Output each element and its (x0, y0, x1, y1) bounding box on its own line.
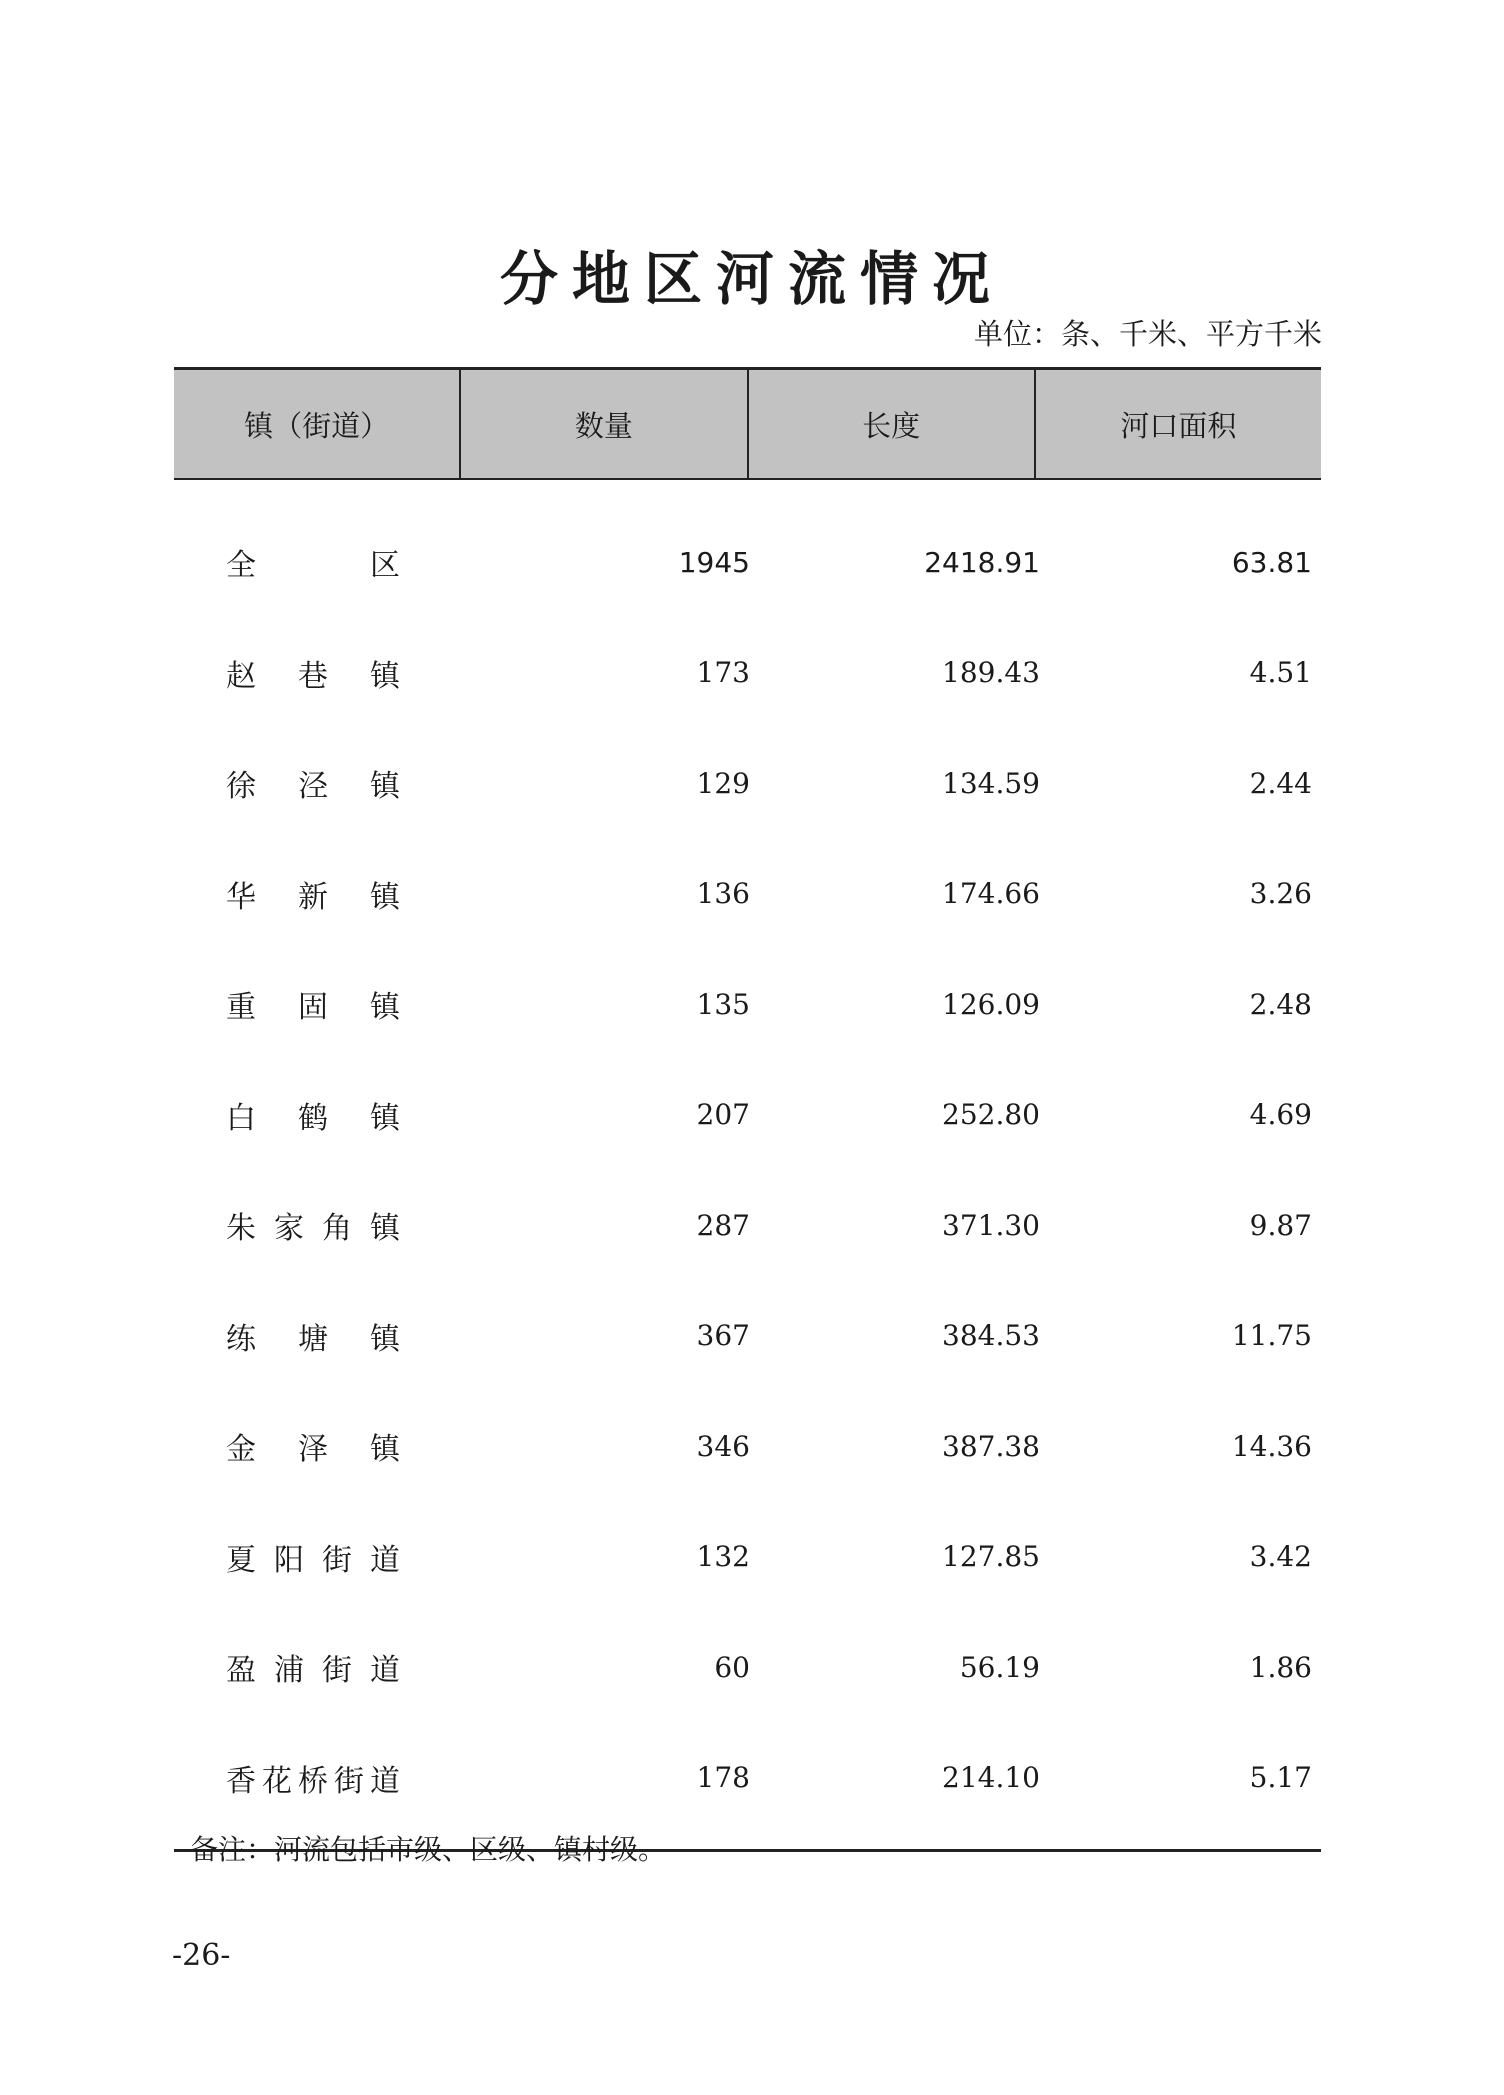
estuary-area: 1.86 (1249, 1650, 1312, 1684)
town-name-char: 赵 (226, 658, 256, 694)
town-name-char: 镇 (370, 1432, 400, 1468)
town-name-char: 道 (370, 1763, 400, 1799)
estuary-area: 4.51 (1249, 656, 1312, 690)
river-count: 178 (696, 1761, 750, 1795)
river-length: 384.53 (942, 1319, 1040, 1353)
town-name-char: 浦 (274, 1653, 304, 1689)
town-name-char: 巷 (298, 658, 328, 694)
estuary-area: 63.81 (1231, 545, 1312, 579)
table-row (174, 1170, 1321, 1281)
town-name-char: 盈 (226, 1653, 256, 1689)
table-row (174, 1060, 1321, 1171)
river-length: 2418.91 (924, 545, 1040, 579)
town-name (174, 761, 460, 805)
town-name (174, 1756, 460, 1800)
town-name (174, 1203, 460, 1247)
town-name-char: 固 (298, 990, 328, 1026)
town-name-char: 花 (262, 1763, 292, 1799)
river-length: 127.85 (942, 1540, 1040, 1574)
table-row (174, 618, 1321, 729)
river-length: 189.43 (942, 656, 1040, 690)
town-name-char: 镇 (370, 658, 400, 694)
town-name-char: 镇 (370, 879, 400, 915)
header-length: 长度 (747, 370, 1034, 478)
table-row (174, 949, 1321, 1060)
river-count: 132 (696, 1540, 750, 1574)
river-count: 367 (696, 1319, 750, 1353)
town-name-char: 镇 (370, 769, 400, 805)
river-count: 129 (696, 766, 750, 800)
river-length: 174.66 (942, 877, 1040, 911)
town-name-char: 泾 (298, 769, 328, 805)
estuary-area: 2.48 (1249, 987, 1312, 1021)
river-length: 252.80 (942, 1098, 1040, 1132)
town-name-char: 徐 (226, 769, 256, 805)
table-body (174, 507, 1321, 1833)
town-name-char: 全 (226, 548, 256, 584)
river-count: 60 (714, 1650, 750, 1684)
town-name-char: 角 (322, 1211, 352, 1247)
river-count: 135 (696, 987, 750, 1021)
river-length: 56.19 (959, 1650, 1040, 1684)
town-name-char: 塘 (298, 1321, 328, 1357)
estuary-area: 5.17 (1249, 1761, 1312, 1795)
table-row (174, 1391, 1321, 1502)
table-row (174, 1281, 1321, 1392)
river-count: 346 (696, 1429, 750, 1463)
town-name-char: 街 (322, 1653, 352, 1689)
table-row (174, 839, 1321, 950)
town-name-char: 朱 (226, 1211, 256, 1247)
town-name (174, 872, 460, 916)
river-table (174, 367, 1321, 1852)
table-row (174, 1612, 1321, 1723)
town-name-char: 夏 (226, 1542, 256, 1578)
town-name-char: 区 (370, 548, 400, 584)
river-length: 371.30 (942, 1208, 1040, 1242)
river-count: 287 (696, 1208, 750, 1242)
town-name-char: 鹤 (298, 1100, 328, 1136)
town-name-char: 重 (226, 990, 256, 1026)
town-name-char: 新 (298, 879, 328, 915)
header-town: 镇（街道） (244, 408, 390, 443)
river-count: 1945 (678, 545, 750, 579)
town-name (174, 1424, 460, 1468)
town-name-char: 镇 (370, 1211, 400, 1247)
town-name-char: 练 (226, 1321, 256, 1357)
river-count: 173 (696, 656, 750, 690)
estuary-area: 4.69 (1249, 1098, 1312, 1132)
town-name-char: 阳 (274, 1542, 304, 1578)
town-name-char: 街 (322, 1542, 352, 1578)
town-name (174, 1535, 460, 1579)
header-area: 河口面积 (1034, 370, 1321, 478)
estuary-area: 9.87 (1249, 1208, 1312, 1242)
estuary-area: 3.42 (1249, 1540, 1312, 1574)
estuary-area: 11.75 (1231, 1319, 1312, 1353)
river-length: 126.09 (942, 987, 1040, 1021)
table-row (174, 1723, 1321, 1834)
town-name-char: 街 (334, 1763, 364, 1799)
town-name-char: 白 (226, 1100, 256, 1136)
table-row (174, 1502, 1321, 1613)
river-count: 136 (696, 877, 750, 911)
town-name-char: 道 (370, 1653, 400, 1689)
header-count: 数量 (459, 370, 746, 478)
town-name-char: 泽 (298, 1432, 328, 1468)
estuary-area: 3.26 (1249, 877, 1312, 911)
town-name-char: 道 (370, 1542, 400, 1578)
table-header (174, 367, 1321, 480)
town-name (174, 651, 460, 695)
page-number: -26- (172, 1938, 231, 1973)
river-length: 134.59 (942, 766, 1040, 800)
estuary-area: 2.44 (1249, 766, 1312, 800)
town-name-char: 桥 (298, 1763, 328, 1799)
town-name-char: 华 (226, 879, 256, 915)
town-name-char: 家 (274, 1211, 304, 1247)
town-name (174, 982, 460, 1026)
footnote: 备注：河流包括市级、区级、镇村级。 (190, 1833, 667, 1866)
town-name-char: 香 (226, 1763, 256, 1799)
river-count: 207 (696, 1098, 750, 1132)
town-name-char: 镇 (370, 1100, 400, 1136)
town-name (174, 540, 460, 584)
town-name-char: 金 (226, 1432, 256, 1468)
town-name (174, 1645, 460, 1689)
river-length: 387.38 (942, 1429, 1040, 1463)
town-name-char: 镇 (370, 990, 400, 1026)
unit-label: 单位：条、千米、平方千米 (973, 317, 1322, 351)
town-name-char: 镇 (370, 1321, 400, 1357)
table-row (174, 728, 1321, 839)
town-name (174, 1314, 460, 1358)
table-row (174, 507, 1321, 618)
river-length: 214.10 (942, 1761, 1040, 1795)
estuary-area: 14.36 (1231, 1429, 1312, 1463)
page-title: 分地区河流情况 (499, 245, 1004, 313)
town-name (174, 1093, 460, 1137)
